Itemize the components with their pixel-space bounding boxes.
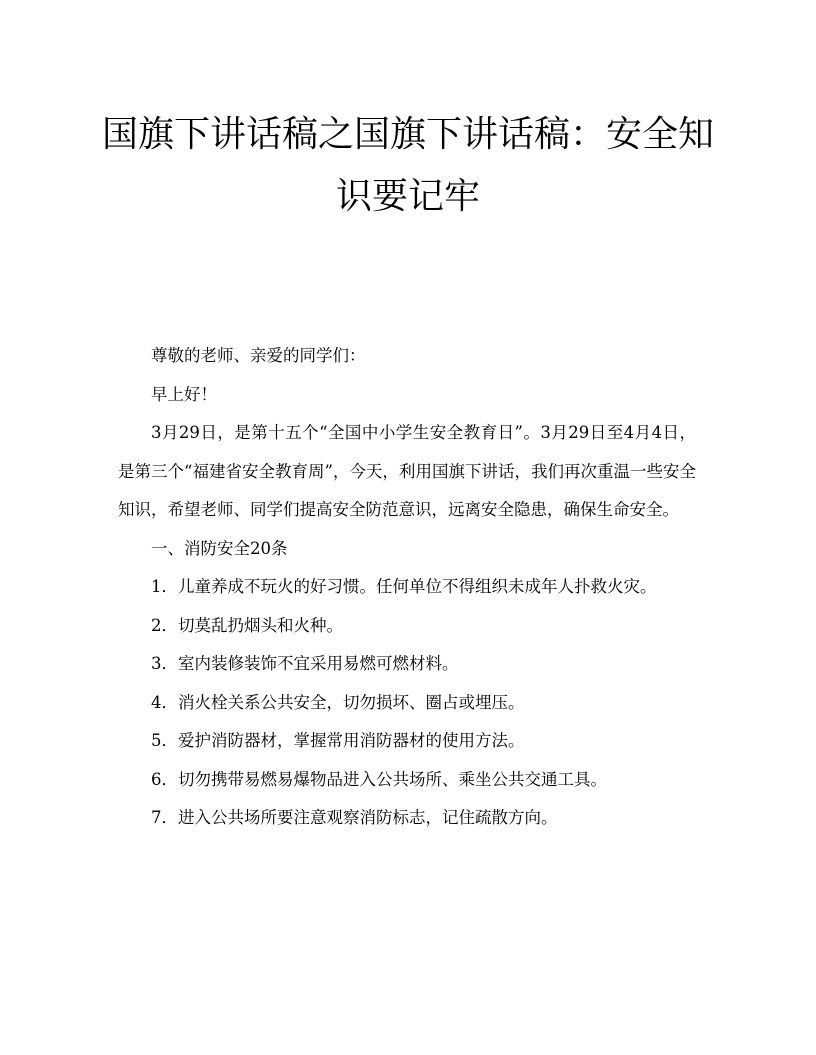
list-item: 5．爱护消防器材，掌握常用消防器材的使用方法。 xyxy=(151,731,525,750)
list-item: 4．消火栓关系公共安全，切勿损坏、圈占或埋压。 xyxy=(151,692,525,712)
section-heading-fire-safety: 一、消防安全20条 xyxy=(151,538,288,558)
list-item: 2．切莫乱扔烟头和火种。 xyxy=(151,615,343,635)
list-item: 6．切勿携带易燃易爆物品进入公共场所、乘坐公共交通工具。 xyxy=(151,769,607,789)
document-body xyxy=(118,337,696,838)
paragraph-salutation: 尊敬的老师、亲爱的同学们： xyxy=(151,346,366,365)
list-item: 3．室内装修装饰不宜采用易燃可燃材料。 xyxy=(151,654,459,673)
paragraph-greeting: 早上好！ xyxy=(151,384,217,404)
list-item: 1．儿童养成不玩火的好习惯。任何单位不得组织未成年人扑救火灾。 xyxy=(151,577,657,596)
paragraph-intro: 3月29日，是第十五个“全国中小学生安全教育日”。3月29日至4月4日，是第三个“福建省安全教育周”，今天，利用国旗下讲话，我们再次重温一些安全知识，希望老师、同学们提高安全防范意识，远离安全隐患，确保生命安全。 xyxy=(118,423,696,519)
list-item: 7．进入公共场所要注意观察消防标志，记住疏散方向。 xyxy=(151,808,558,827)
document-title: 国旗下讲话稿之国旗下讲话稿：安全知识要记牢 xyxy=(101,114,714,217)
